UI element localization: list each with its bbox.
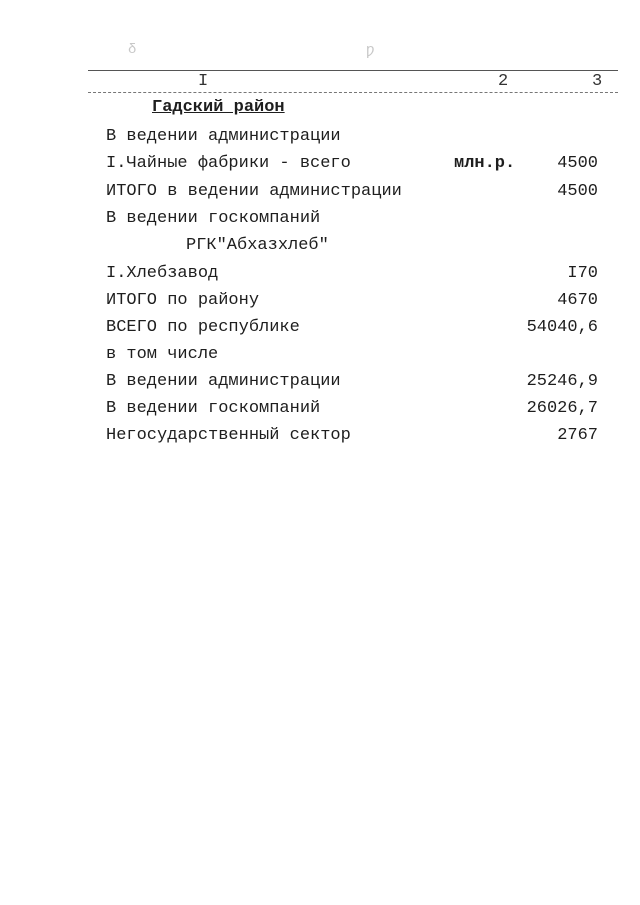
row-label: В ведении администрации — [106, 372, 341, 391]
row-label: ИТОГО в ведении администрации — [106, 182, 402, 201]
table-row — [106, 207, 620, 231]
table-row — [106, 316, 620, 340]
column-header-1: I — [198, 72, 209, 91]
row-label: В ведении администрации — [106, 127, 341, 146]
row-value: 4670 — [557, 291, 598, 310]
row-label: ВСЕГО по республике — [106, 318, 300, 337]
row-label: В ведении госкомпаний — [106, 399, 321, 418]
table-row — [106, 180, 620, 204]
row-label: в том числе — [106, 345, 219, 364]
row-unit: млн.р. — [454, 154, 516, 173]
table-header-rule — [88, 92, 618, 93]
table-row — [106, 397, 620, 421]
column-header-2: 2 — [498, 72, 509, 91]
row-label: Негосударственный сектор — [106, 426, 351, 445]
row-label: В ведении госкомпаний — [106, 209, 321, 228]
company-name: РГК"Абхазхлеб" — [186, 236, 329, 255]
district-title: Гадский район — [152, 98, 285, 117]
row-value: 2767 — [557, 426, 598, 445]
row-value: 4500 — [557, 182, 598, 201]
row-value: I70 — [567, 264, 598, 283]
pencil-mark: Ƿ — [366, 44, 375, 60]
pencil-mark: δ — [128, 42, 137, 58]
column-header-3: 3 — [592, 72, 603, 91]
row-label: I.Чайные фабрики - всего — [106, 154, 351, 173]
table-row — [106, 125, 620, 149]
row-value: 25246,9 — [526, 372, 598, 391]
row-value: 54040,6 — [526, 318, 598, 337]
table-row — [106, 424, 620, 448]
table-row — [106, 262, 620, 286]
table-row — [106, 289, 620, 313]
row-value: 4500 — [557, 154, 598, 173]
table-row — [106, 343, 620, 367]
row-value: 26026,7 — [526, 399, 598, 418]
table-row — [106, 370, 620, 394]
row-label: I.Хлебзавод — [106, 264, 219, 283]
table-row — [106, 152, 620, 176]
row-label: ИТОГО по району — [106, 291, 260, 310]
table-top-rule — [88, 70, 618, 71]
